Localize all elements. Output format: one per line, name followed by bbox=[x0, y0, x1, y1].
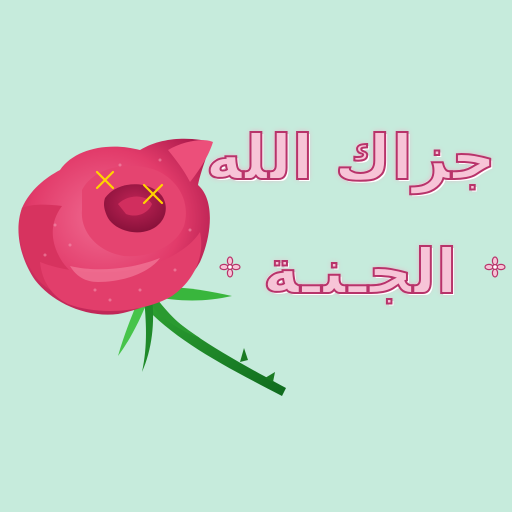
greeting-line-2: الجـنـة bbox=[262, 235, 458, 308]
asterisk-flower-icon bbox=[219, 256, 241, 278]
asterisk-flower-icon bbox=[484, 256, 506, 278]
greeting-line-1: جزاك الله bbox=[205, 121, 496, 194]
